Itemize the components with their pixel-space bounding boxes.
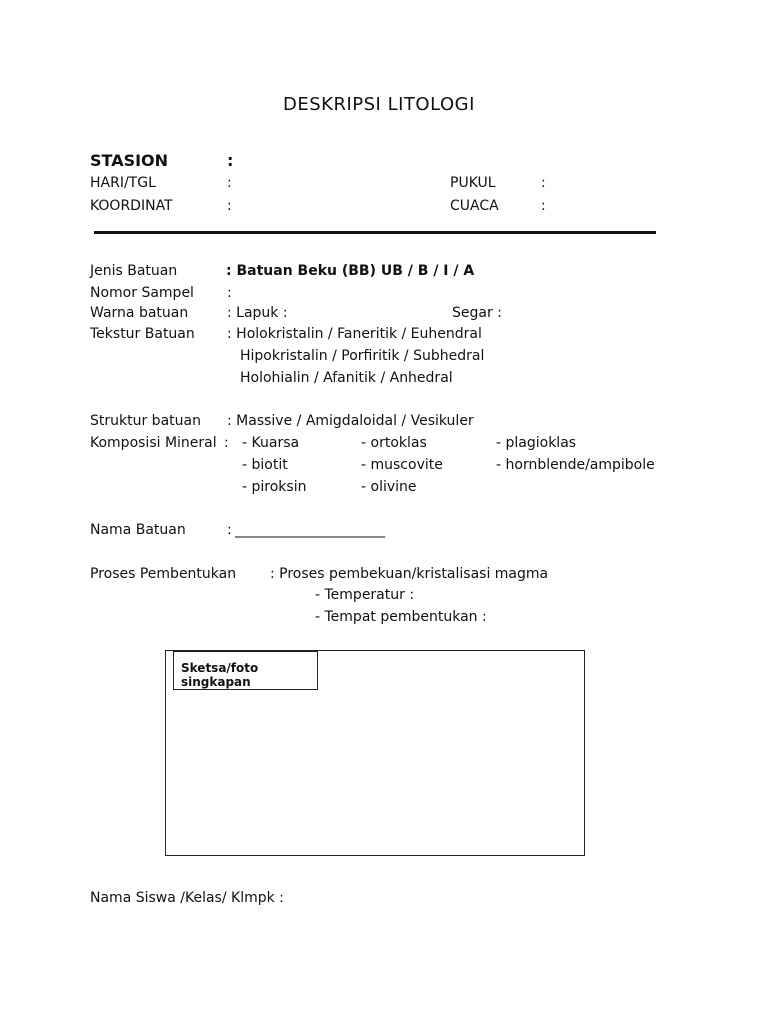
warna-label: Warna batuan bbox=[90, 305, 189, 321]
mineral-item: - olivine bbox=[361, 479, 417, 495]
struktur-value: : Massive / Amigdaloidal / Vesikuler bbox=[227, 413, 474, 429]
proses-tempat: - Tempat pembentukan : bbox=[315, 609, 487, 625]
proses-temperatur: - Temperatur : bbox=[315, 587, 415, 603]
nama-batuan-value: : _______________________ bbox=[227, 522, 385, 538]
nama-batuan-label: Nama Batuan bbox=[90, 522, 186, 538]
pukul-colon: : bbox=[541, 175, 546, 191]
jenis-label: Jenis Batuan bbox=[90, 263, 178, 279]
page-title: DESKRIPSI LITOLOGI bbox=[283, 94, 475, 115]
cuaca-label: CUACA bbox=[450, 198, 499, 214]
mineral-item: - hornblende/ampibole bbox=[496, 457, 655, 473]
tekstur-line-1: : Holokristalin / Faneritik / Euhendral bbox=[227, 326, 482, 342]
struktur-label: Struktur batuan bbox=[90, 413, 201, 429]
komposisi-colon: : bbox=[224, 435, 229, 451]
mineral-item: - biotit bbox=[242, 457, 288, 473]
cuaca-colon: : bbox=[541, 198, 546, 214]
nama-siswa-label: Nama Siswa /Kelas/ Klmpk : bbox=[90, 890, 284, 906]
nomor-colon: : bbox=[227, 285, 232, 301]
pukul-label: PUKUL bbox=[450, 175, 496, 191]
stasion-label: STASION bbox=[90, 151, 169, 170]
hari-label: HARI/TGL bbox=[90, 175, 156, 191]
header-divider bbox=[94, 231, 656, 234]
mineral-item: - muscovite bbox=[361, 457, 443, 473]
koordinat-label: KOORDINAT bbox=[90, 198, 173, 214]
proses-value: : Proses pembekuan/kristalisasi magma bbox=[270, 566, 549, 582]
proses-label: Proses Pembentukan bbox=[90, 566, 237, 582]
tekstur-line-3: Holohialin / Afanitik / Anhedral bbox=[240, 370, 453, 386]
stasion-colon: : bbox=[227, 151, 234, 170]
mineral-item: - ortoklas bbox=[361, 435, 427, 451]
jenis-value: : Batuan Beku (BB) UB / B / I / A bbox=[226, 263, 475, 279]
tekstur-label: Tekstur Batuan bbox=[90, 326, 195, 342]
mineral-item: - Kuarsa bbox=[242, 435, 300, 451]
koordinat-colon: : bbox=[227, 198, 232, 214]
warna-segar: Segar : bbox=[452, 305, 502, 321]
warna-value: : Lapuk : bbox=[227, 305, 288, 321]
mineral-item: - piroksin bbox=[242, 479, 307, 495]
hari-colon: : bbox=[227, 175, 232, 191]
sketch-label: Sketsa/foto singkapan bbox=[173, 651, 318, 690]
mineral-item: - plagioklas bbox=[496, 435, 577, 451]
tekstur-line-2: Hipokristalin / Porfiritik / Subhedral bbox=[240, 348, 485, 364]
nomor-label: Nomor Sampel bbox=[90, 285, 194, 301]
komposisi-label: Komposisi Mineral bbox=[90, 435, 217, 451]
